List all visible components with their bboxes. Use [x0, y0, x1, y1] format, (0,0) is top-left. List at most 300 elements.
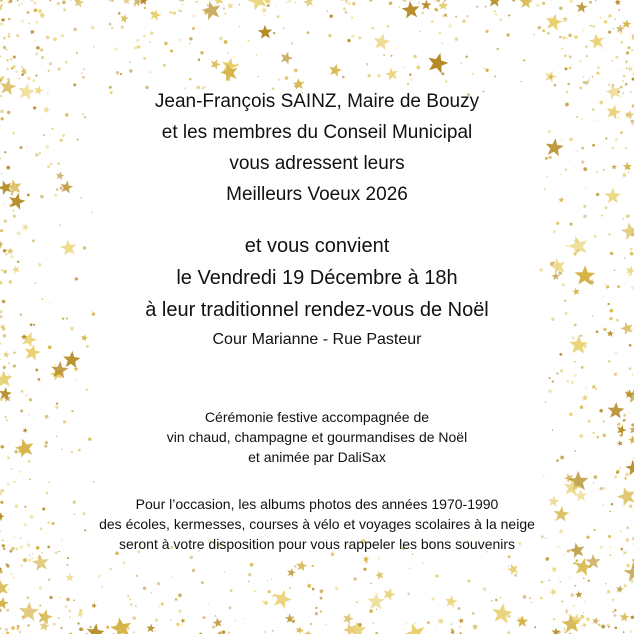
glitter-dot: [508, 14, 510, 16]
glitter-dot: [465, 55, 468, 58]
glitter-dot: [569, 55, 572, 58]
glitter-dot: [396, 47, 398, 49]
glitter-dot: [49, 596, 52, 599]
glitter-dot: [590, 25, 592, 27]
glitter-dot: [584, 601, 586, 603]
gold-star-icon: [275, 14, 281, 19]
glitter-dot: [614, 609, 616, 611]
glitter-dot: [351, 35, 355, 39]
glitter-dot: [351, 17, 353, 19]
glitter-dot: [485, 30, 488, 33]
gold-star-icon: [60, 33, 65, 38]
glitter-dot: [68, 610, 71, 613]
glitter-dot: [607, 590, 610, 593]
glitter-dot: [320, 610, 322, 612]
glitter-dot: [435, 574, 438, 577]
glitter-dot: [466, 15, 468, 17]
glitter-dot: [626, 51, 629, 54]
glitter-dot: [472, 612, 475, 615]
glitter-dot: [1, 489, 3, 491]
glitter-dot: [192, 27, 195, 30]
glitter-dot: [21, 565, 23, 567]
glitter-dot: [171, 576, 172, 577]
glitter-dot: [586, 55, 588, 57]
glitter-dot: [0, 0, 2, 2]
glitter-dot: [543, 476, 544, 477]
glitter-dot: [143, 586, 147, 590]
glitter-dot: [10, 58, 12, 60]
glitter-dot: [57, 3, 58, 4]
glitter-dot: [189, 42, 191, 44]
glitter-dot: [283, 27, 285, 29]
glitter-dot: [583, 76, 584, 77]
glitter-dot: [77, 622, 79, 624]
glitter-dot: [494, 75, 496, 77]
gold-star-icon: [29, 29, 35, 35]
glitter-dot: [568, 577, 570, 579]
glitter-dot: [109, 568, 112, 571]
gold-star-icon: [626, 65, 634, 73]
glitter-dot: [508, 555, 511, 558]
glitter-dot: [612, 598, 615, 601]
glitter-dot: [134, 46, 137, 49]
glitter-dot: [580, 615, 584, 619]
glitter-dot: [580, 625, 582, 627]
glitter-dot: [366, 63, 369, 66]
glitter-dot: [583, 81, 586, 84]
gold-star-icon: [471, 623, 478, 630]
glitter-dot: [625, 83, 628, 86]
glitter-dot: [556, 222, 559, 225]
glitter-dot: [461, 63, 462, 64]
glitter-dot: [537, 26, 541, 30]
glitter-dot: [34, 40, 36, 42]
glitter-dot: [48, 482, 50, 484]
glitter-dot: [320, 589, 324, 593]
glitter-dot: [451, 624, 452, 625]
gold-star-icon: [149, 8, 163, 21]
glitter-dot: [239, 26, 240, 27]
glitter-dot: [556, 373, 558, 375]
glitter-dot: [327, 10, 328, 11]
glitter-dot: [445, 80, 448, 83]
glitter-dot: [549, 377, 551, 379]
glitter-dot: [258, 76, 259, 77]
glitter-dot: [389, 1, 393, 5]
glitter-dot: [109, 23, 112, 26]
glitter-dot: [21, 390, 24, 393]
glitter-dot: [18, 4, 20, 6]
glitter-dot: [224, 40, 228, 44]
glitter-dot: [628, 46, 631, 49]
glitter-dot: [60, 597, 62, 599]
glitter-dot: [356, 601, 358, 603]
glitter-dot: [76, 52, 78, 54]
glitter-dot: [264, 601, 268, 605]
glitter-dot: [566, 609, 567, 610]
gold-star-icon: [622, 19, 632, 29]
glitter-dot: [593, 475, 597, 479]
glitter-dot: [16, 34, 18, 36]
gold-star-icon: [372, 32, 392, 51]
glitter-dot: [238, 4, 240, 6]
glitter-dot: [0, 627, 1, 629]
glitter-dot: [66, 597, 70, 601]
glitter-dot: [574, 585, 576, 587]
glitter-dot: [130, 603, 132, 605]
glitter-dot: [602, 47, 604, 49]
glitter-dot: [421, 12, 424, 15]
glitter-dot: [223, 7, 225, 9]
glitter-dot: [46, 36, 50, 40]
glitter-dot: [383, 54, 385, 56]
glitter-dot: [459, 626, 461, 628]
glitter-dot: [143, 57, 146, 60]
glitter-dot: [8, 362, 10, 364]
glitter-dot: [616, 470, 619, 473]
glitter-dot: [579, 60, 582, 63]
glitter-dot: [129, 69, 132, 72]
glitter-dot: [614, 614, 617, 617]
glitter-dot: [13, 56, 16, 59]
glitter-dot: [10, 573, 12, 575]
gold-star-icon: [600, 623, 606, 629]
glitter-dot: [29, 555, 30, 556]
glitter-dot: [276, 6, 277, 7]
glitter-dot: [91, 26, 95, 30]
glitter-dot: [370, 583, 372, 585]
glitter-dot: [26, 11, 29, 14]
glitter-dot: [201, 581, 204, 584]
glitter-dot: [352, 2, 355, 5]
glitter-dot: [16, 627, 19, 630]
gold-star-icon: [425, 50, 450, 74]
glitter-dot: [1, 18, 4, 21]
glitter-dot: [149, 71, 151, 73]
glitter-dot: [507, 615, 510, 618]
glitter-dot: [436, 627, 437, 628]
glitter-dot: [56, 402, 58, 404]
glitter-dot: [403, 66, 404, 67]
glitter-dot: [533, 34, 535, 36]
glitter-dot: [320, 597, 323, 600]
glitter-dot: [559, 6, 562, 9]
glitter-dot: [553, 618, 555, 620]
glitter-dot: [499, 18, 502, 21]
glitter-dot: [386, 25, 389, 28]
glitter-dot: [291, 42, 293, 44]
glitter-dot: [74, 599, 76, 601]
gold-star-icon: [612, 371, 619, 377]
glitter-dot: [82, 76, 85, 79]
glitter-dot: [523, 59, 525, 61]
glitter-dot: [588, 580, 590, 582]
glitter-dot: [193, 15, 195, 17]
glitter-dot: [198, 58, 200, 60]
glitter-dot: [172, 11, 176, 15]
glitter-dot: [434, 0, 435, 1]
glitter-dot: [542, 29, 545, 32]
glitter-dot: [31, 0, 33, 1]
glitter-dot: [254, 590, 256, 592]
glitter-dot: [598, 624, 601, 627]
gold-star-icon: [516, 615, 528, 626]
greeting-council-line: et les membres du Conseil Municipal: [161, 122, 473, 143]
glitter-dot: [403, 0, 406, 2]
gold-star-icon: [305, 630, 312, 634]
glitter-dot: [35, 52, 38, 55]
glitter-dot: [312, 588, 315, 591]
glitter-dot: [624, 584, 627, 587]
glitter-dot: [73, 28, 77, 32]
glitter-dot: [5, 49, 7, 51]
glitter-dot: [12, 65, 16, 69]
glitter-dot: [230, 589, 233, 592]
glitter-dot: [409, 73, 412, 76]
glitter-dot: [69, 617, 71, 619]
gold-star-icon: [278, 50, 294, 66]
glitter-dot: [163, 64, 166, 67]
glitter-dot: [431, 20, 433, 22]
glitter-dot: [617, 38, 618, 39]
glitter-dot: [114, 47, 117, 50]
gold-star-icon: [575, 1, 588, 13]
glitter-dot: [79, 627, 83, 631]
glitter-dot: [508, 565, 510, 567]
glitter-dot: [264, 15, 266, 17]
glitter-dot: [567, 83, 570, 86]
glitter-dot: [564, 631, 566, 633]
glitter-dot: [111, 27, 113, 29]
invitation-date-line: le Vendredi 19 Décembre à 18h: [176, 267, 458, 289]
glitter-dot: [11, 468, 13, 470]
glitter-dot: [441, 72, 444, 75]
glitter-dot: [585, 387, 587, 389]
glitter-dot: [369, 0, 372, 2]
glitter-dot: [207, 603, 209, 605]
glitter-dot: [229, 632, 231, 634]
glitter-dot: [622, 80, 624, 82]
glitter-dot: [27, 77, 30, 80]
gold-star-icon: [180, 617, 186, 623]
glitter-dot: [229, 606, 232, 609]
glitter-dot: [576, 559, 579, 562]
glitter-dot: [354, 577, 357, 580]
glitter-dot: [599, 17, 601, 19]
glitter-dot: [121, 25, 125, 29]
glitter-dot: [285, 76, 289, 80]
glitter-dot: [289, 587, 291, 589]
glitter-dot: [574, 361, 576, 363]
glitter-dot: [566, 37, 568, 39]
glitter-dot: [35, 21, 38, 24]
glitter-dot: [444, 0, 446, 1]
glitter-dot: [212, 625, 215, 628]
gold-star-icon: [73, 0, 85, 8]
gold-star-icon: [0, 608, 2, 613]
glitter-dot: [91, 211, 93, 213]
glitter-dot: [42, 386, 43, 387]
gold-star-icon: [487, 0, 501, 7]
glitter-dot: [214, 4, 216, 6]
gold-star-icon: [105, 624, 110, 629]
glitter-dot: [604, 487, 606, 489]
glitter-dot: [234, 620, 236, 622]
glitter-dot: [413, 55, 416, 58]
glitter-dot: [3, 37, 6, 40]
glitter-dot: [562, 36, 565, 39]
gold-star-icon: [2, 365, 7, 370]
gold-star-icon: [305, 582, 312, 589]
gold-star-icon: [550, 565, 558, 572]
greeting-address-line: vous adressent leurs: [229, 153, 405, 174]
glitter-dot: [608, 14, 611, 17]
glitter-dot: [431, 597, 434, 600]
glitter-dot: [512, 0, 515, 2]
glitter-dot: [48, 579, 50, 581]
glitter-dot: [495, 14, 497, 16]
glitter-dot: [34, 8, 38, 12]
glitter-dot: [436, 9, 438, 11]
glitter-dot: [613, 28, 615, 30]
glitter-dot: [419, 31, 421, 33]
glitter-dot: [19, 470, 22, 473]
glitter-dot: [129, 61, 131, 63]
glitter-dot: [570, 223, 573, 226]
glitter-dot: [0, 55, 1, 57]
glitter-dot: [0, 568, 2, 571]
gold-star-icon: [163, 41, 168, 46]
glitter-dot: [93, 46, 94, 47]
glitter-dot: [593, 482, 594, 483]
glitter-dot: [101, 586, 103, 588]
glitter-dot: [5, 628, 8, 631]
gold-star-icon: [491, 602, 514, 624]
glitter-dot: [439, 32, 442, 35]
glitter-dot: [157, 582, 160, 585]
gold-star-icon: [218, 35, 224, 41]
glitter-dot: [178, 610, 181, 613]
glitter-dot: [6, 609, 9, 612]
gold-star-icon: [458, 617, 465, 624]
glitter-dot: [83, 68, 85, 70]
glitter-dot: [21, 20, 24, 23]
glitter-dot: [612, 60, 613, 61]
gold-star-icon: [258, 24, 273, 38]
glitter-dot: [418, 2, 420, 4]
glitter-dot: [62, 0, 66, 4]
glitter-dot: [13, 215, 16, 218]
glitter-dot: [81, 72, 83, 74]
glitter-dot: [345, 2, 347, 4]
gold-star-icon: [0, 370, 13, 388]
glitter-dot: [583, 29, 585, 31]
glitter-dot: [572, 605, 575, 608]
glitter-dot: [227, 52, 229, 54]
glitter-dot: [414, 622, 416, 624]
glitter-dot: [256, 54, 257, 55]
glitter-dot: [570, 381, 574, 385]
greeting-mayor-line: Jean-François SAINZ, Maire de Bouzy: [154, 91, 480, 112]
ceremony-line-2: vin chaud, champagne et gourmandises de Noël: [166, 429, 468, 445]
glitter-dot: [207, 4, 209, 6]
glitter-dot: [605, 583, 607, 585]
glitter-dot: [189, 78, 191, 80]
glitter-dot: [135, 605, 137, 607]
glitter-dot: [48, 70, 50, 72]
glitter-dot: [550, 0, 551, 1]
glitter-dot: [491, 600, 493, 602]
gold-star-icon: [295, 560, 308, 572]
gold-star-icon: [384, 66, 400, 81]
glitter-dot: [286, 2, 288, 4]
glitter-dot: [567, 380, 569, 382]
glitter-dot: [623, 631, 625, 633]
gold-star-icon: [615, 585, 624, 594]
glitter-dot: [621, 41, 624, 44]
glitter-dot: [612, 611, 615, 614]
glitter-dot: [442, 15, 444, 17]
glitter-dot: [500, 597, 502, 599]
glitter-dot: [250, 563, 254, 567]
glitter-dot: [293, 619, 296, 622]
glitter-dot: [273, 595, 275, 597]
glitter-dot: [18, 78, 20, 80]
gold-star-icon: [91, 602, 98, 608]
invitation-block: [0, 230, 634, 354]
gold-star-icon: [374, 570, 385, 581]
glitter-dot: [294, 69, 298, 73]
glitter-dot: [15, 70, 18, 73]
gold-star-icon: [436, 616, 445, 625]
glitter-dot: [583, 214, 587, 218]
glitter-dot: [149, 41, 151, 43]
glitter-dot: [200, 51, 203, 54]
glitter-dot: [377, 74, 380, 77]
gold-star-icon: [619, 611, 630, 622]
glitter-dot: [378, 558, 380, 560]
gold-star-icon: [212, 0, 225, 6]
glitter-dot: [625, 473, 629, 477]
gold-star-icon: [0, 578, 11, 596]
glitter-dot: [54, 364, 56, 366]
glitter-dot: [574, 374, 577, 377]
glitter-dot: [178, 9, 181, 12]
glitter-dot: [592, 25, 595, 28]
glitter-dot: [371, 27, 374, 30]
glitter-dot: [583, 623, 586, 626]
glitter-dot: [224, 13, 227, 16]
glitter-dot: [476, 6, 478, 8]
glitter-dot: [310, 623, 312, 625]
gold-star-icon: [588, 32, 606, 49]
glitter-dot: [181, 624, 183, 626]
glitter-dot: [89, 626, 91, 628]
ceremony-line-1: Cérémonie festive accompagnée de: [204, 409, 430, 425]
gold-star-icon: [549, 587, 558, 596]
glitter-dot: [604, 20, 607, 23]
glitter-dot: [189, 556, 193, 560]
glitter-dot: [27, 624, 30, 627]
glitter-dot: [328, 34, 331, 37]
glitter-dot: [608, 626, 610, 628]
glitter-dot: [455, 37, 458, 40]
glitter-dot: [457, 607, 460, 610]
glitter-dot: [176, 623, 179, 626]
glitter-dot: [182, 4, 184, 6]
glitter-dot: [410, 78, 413, 81]
glitter-dot: [278, 78, 281, 81]
